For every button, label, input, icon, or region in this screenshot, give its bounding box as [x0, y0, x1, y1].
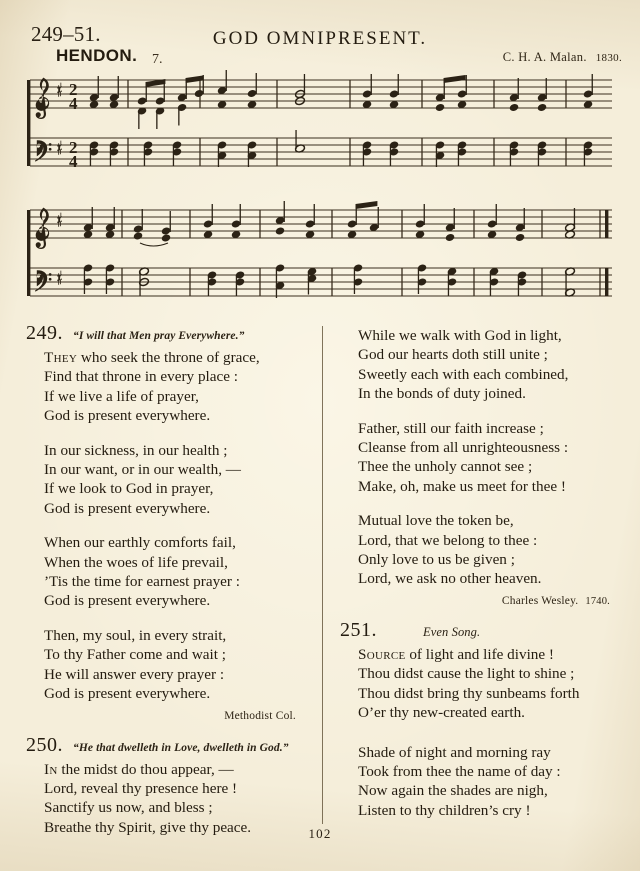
- tune-name: HENDON.: [56, 46, 138, 65]
- stanza-opening-smallcaps: Source: [358, 645, 406, 663]
- tune-composer: [503, 50, 622, 65]
- composer-name: C. H. A. Malan.: [502, 50, 587, 64]
- stanza-line: [26, 760, 298, 779]
- stanza: [26, 348, 298, 426]
- stanza-line: Thou didst bring thy sunbeams forth: [358, 684, 580, 702]
- hymn-249-continued: [340, 326, 612, 607]
- hymn-epigraph: “I will that Men pray Everywhere.”: [73, 330, 245, 342]
- music-notation: [22, 66, 620, 316]
- stanza: [26, 626, 298, 704]
- right-column: [340, 322, 612, 835]
- hymn-249: [26, 322, 298, 722]
- stanza-line: God our hearts doth still unite ;: [358, 346, 548, 364]
- stanza-line: O’er thy new-created earth.: [358, 704, 525, 722]
- svg-text:4: 4: [69, 94, 78, 113]
- svg-text:2: 2: [69, 138, 78, 157]
- stanza-line-text: who seek the throne of grace,: [77, 349, 260, 366]
- stanza-line: Breathe thy Spirit, give thy peace.: [44, 818, 252, 836]
- stanza-line: Took from thee the name of day :: [358, 762, 561, 780]
- stanza-line: Find that throne in every place :: [44, 368, 239, 386]
- hymn-number: 251.: [340, 618, 377, 641]
- hymn-attribution: [340, 595, 610, 607]
- stanza: [340, 743, 612, 821]
- stanza-line: God is present everywhere.: [44, 592, 211, 610]
- stanza-line: If we live a life of prayer,: [44, 387, 199, 405]
- stanza-line: To thy Father come and wait ;: [44, 646, 226, 664]
- hymn-249-heading: [26, 322, 298, 348]
- svg-text:2: 2: [69, 80, 78, 99]
- stanza-line: Thou didst cause the light to shine ;: [358, 665, 575, 683]
- attribution-year: 1740.: [585, 595, 610, 607]
- stanza-line: [26, 348, 298, 367]
- hymn-number: 250.: [26, 733, 63, 756]
- stanza-line: Now again the shades are nigh,: [358, 782, 548, 800]
- stanza-line: Only love to us be given ;: [358, 551, 515, 569]
- stanza-line: Cleanse from all unrighteousness :: [358, 439, 569, 457]
- column-divider: [322, 326, 323, 824]
- stanza: [26, 441, 298, 519]
- stanza-line: In our sickness, in our health ;: [44, 441, 228, 459]
- stanza-line: In our want, or in our wealth, —: [44, 461, 241, 479]
- hymn-attribution: [26, 710, 296, 722]
- stanza-line: [340, 645, 612, 664]
- stanza-line: He will answer every prayer :: [44, 665, 225, 683]
- stanza-line: God is present everywhere.: [44, 685, 211, 703]
- stanza-line: Listen to thy children’s cry !: [358, 801, 531, 819]
- stanza-line: Make, oh, make us meet for thee !: [358, 477, 566, 495]
- stanza: [340, 419, 612, 497]
- stanza-line: Lord, that we belong to thee :: [358, 531, 538, 549]
- svg-text:4: 4: [69, 152, 78, 171]
- stanza-line: In the bonds of duty joined.: [358, 385, 526, 403]
- attribution-source: Methodist Col.: [224, 709, 296, 722]
- stanza-line: Father, still our faith increase ;: [358, 419, 544, 437]
- stanza-line: Shade of night and morning ray: [358, 743, 551, 761]
- stanza: [26, 533, 298, 611]
- hymn-250: [26, 734, 298, 838]
- stanza-line: If we look to God in prayer,: [44, 480, 214, 498]
- page-title: GOD OMNIPRESENT.: [212, 28, 428, 49]
- stanza-line: Lord, we ask no other heaven.: [358, 570, 542, 588]
- stanza-line: ’Tis the time for earnest prayer :: [44, 573, 240, 591]
- left-column: [26, 322, 298, 852]
- hymn-epigraph: Even Song.: [423, 624, 481, 639]
- stanza-line: God is present everywhere.: [44, 499, 211, 517]
- hymn-epigraph: “He that dwelleth in Love, dwelleth in God.”: [73, 741, 289, 754]
- stanza-line-text: of light and life divine !: [405, 645, 554, 663]
- stanza: [340, 645, 612, 723]
- stanza-line: Lord, reveal thy presence here !: [44, 779, 238, 797]
- stanza-line: When the woes of life prevail,: [44, 553, 228, 571]
- hymn-251: [340, 619, 612, 820]
- stanza-opening-smallcaps: They: [44, 349, 78, 366]
- hymn-range-label: 249–51.: [31, 22, 101, 46]
- stanza-line: Sweetly each with each combined,: [358, 365, 569, 383]
- hymn-250-heading: [26, 734, 298, 760]
- stanza: [340, 511, 612, 589]
- stanza-opening-smallcaps: In: [44, 760, 58, 778]
- hymn-number: 249.: [26, 322, 63, 344]
- tune-meter: 7.: [152, 52, 163, 67]
- hymn-251-heading: [340, 619, 612, 645]
- stanza: [340, 326, 612, 404]
- hymn-columns: [26, 322, 618, 834]
- stanza-line: When our earthly comforts fail,: [44, 534, 236, 552]
- stanza-line: Sanctify us now, and bless ;: [44, 799, 213, 817]
- attribution-source: Charles Wesley.: [501, 594, 579, 607]
- page-number: 102: [308, 826, 332, 841]
- stanza-line-text: the midst do thou appear, —: [57, 760, 234, 778]
- stanza-line: While we walk with God in light,: [358, 327, 562, 344]
- stanza-line: Then, my soul, in every strait,: [44, 626, 227, 644]
- stanza-line: Mutual love the token be,: [358, 512, 514, 530]
- composer-year: 1830.: [595, 52, 622, 64]
- stanza-line: Thee the unholy cannot see ;: [358, 458, 533, 476]
- stanza-line: God is present everywhere.: [44, 407, 211, 425]
